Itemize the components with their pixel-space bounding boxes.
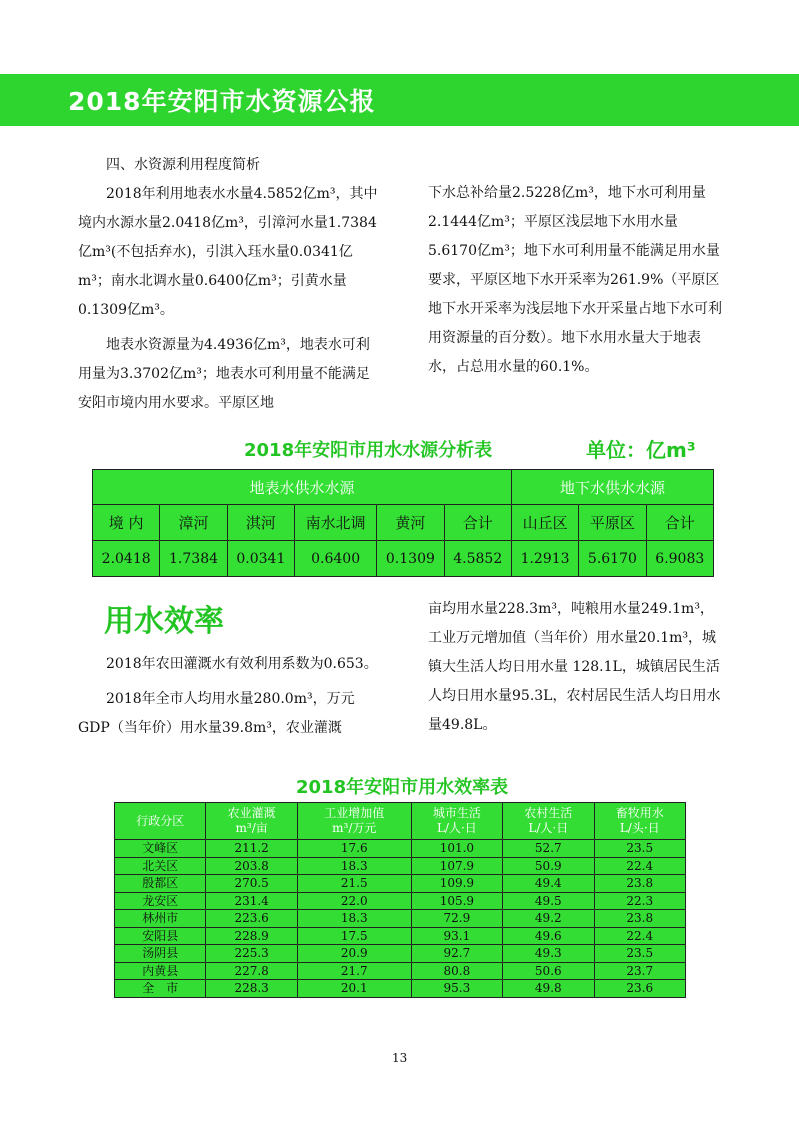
table-cell: 50.6 <box>503 962 594 980</box>
table-cell: 101.0 <box>411 840 502 858</box>
table-cell: 270.5 <box>206 875 297 893</box>
table-cell: 49.5 <box>503 892 594 910</box>
page-number: 13 <box>392 1051 408 1065</box>
table-cell: 21.7 <box>297 962 411 980</box>
table-cell: 72.9 <box>411 910 502 928</box>
efficiency-left-paragraph-2: 2018年全市人均用水量280.0m³，万元GDP（当年价）用水量39.8m³，农业灌溉 <box>78 691 355 736</box>
table-row <box>115 875 686 893</box>
table-cell: 18.3 <box>297 910 411 928</box>
left-column <box>78 151 378 418</box>
table-body <box>115 840 686 998</box>
table-cell: 109.9 <box>411 875 502 893</box>
group-header-surface: 地表水供水水源 <box>93 470 512 505</box>
header-band <box>0 74 799 126</box>
table-cell: 93.1 <box>411 927 502 945</box>
right-paragraph-1: 下水总补给量2.5228亿m³，地下水可利用量2.1444亿m³；平原区浅层地下水用水量5.6170亿m³；地下水可利用量不能满足用水量要求，平原区地下水开采率为261.9%（平原区地下水开采率为浅层地下水开采量占地下水可利用资源量的百分数）。地下水用水量大于地表水，占总用水量的60.1%。 <box>428 185 722 375</box>
table-cell: 17.6 <box>297 840 411 858</box>
table-row <box>115 840 686 858</box>
efficiency-right-paragraph-1: 亩均用水量228.3m³，吨粮用水量249.1m³，工业万元增加值（当年价）用水量20.1m³，城镇大生活人均日用水量 128.1L，城镇居民生活人均日用水量95.3L，农村居民生活人均日用水量49.8L。 <box>428 601 721 733</box>
efficiency-left-paragraph-1: 2018年农田灌溉水有效利用系数为0.653。 <box>106 656 378 672</box>
col-header: 城市生活 L/人·日 <box>411 803 502 840</box>
col-header: 山丘区 <box>511 505 578 541</box>
table-cell: 52.7 <box>503 840 594 858</box>
table-cell: 5.6170 <box>579 541 646 577</box>
row-label: 文峰区 <box>115 840 206 858</box>
table-cell: 17.5 <box>297 927 411 945</box>
table-cell: 23.5 <box>594 945 686 963</box>
table-cell: 18.3 <box>297 857 411 875</box>
table-cell: 227.8 <box>206 962 297 980</box>
table-cell: 211.2 <box>206 840 297 858</box>
col-header: 境 内 <box>93 505 160 541</box>
table1-caption: 2018年安阳市用水水源分析表 <box>244 440 493 461</box>
table-cell: 20.9 <box>297 945 411 963</box>
table-row <box>115 910 686 928</box>
efficiency-left-column <box>78 650 378 743</box>
row-label: 内黄县 <box>115 962 206 980</box>
table-cell: 4.5852 <box>444 541 511 577</box>
table-row <box>115 927 686 945</box>
table-cell: 225.3 <box>206 945 297 963</box>
table-cell: 49.6 <box>503 927 594 945</box>
table-cell: 6.9083 <box>646 541 713 577</box>
table-cell: 0.0341 <box>227 541 294 577</box>
row-label: 林州市 <box>115 910 206 928</box>
row-label: 龙安区 <box>115 892 206 910</box>
table-header-row <box>115 803 686 840</box>
table-row <box>115 980 686 998</box>
group-header-ground: 地下水供水水源 <box>511 470 713 505</box>
table-cell: 22.0 <box>297 892 411 910</box>
table-cell: 228.9 <box>206 927 297 945</box>
left-paragraph-2: 地表水资源量为4.4936亿m³，地表水可利用量为3.3702亿m³；地表水可利用量不能满足安阳市境内用水要求。平原区地 <box>78 337 370 411</box>
table-cell: 231.4 <box>206 892 297 910</box>
col-header: 畜牧用水 L/头·日 <box>594 803 686 840</box>
right-column <box>428 179 724 382</box>
table-row <box>115 892 686 910</box>
row-label: 殷都区 <box>115 875 206 893</box>
table-cell: 1.7384 <box>160 541 227 577</box>
col-header: 漳河 <box>160 505 227 541</box>
col-header: 农村生活 L/人·日 <box>503 803 594 840</box>
table-cell: 50.9 <box>503 857 594 875</box>
left-paragraph-1: 2018年利用地表水水量4.5852亿m³，其中境内水源水量2.0418亿m³，引漳河水量1.7384亿m³(不包括弃水)，引淇入珏水量0.0341亿m³；南水北调水量0.6400亿m³；引黄水量0.1309亿m³。 <box>78 186 378 318</box>
efficiency-table <box>114 802 686 998</box>
table-cell: 23.8 <box>594 910 686 928</box>
table-cell: 0.1309 <box>377 541 444 577</box>
efficiency-right-column <box>428 595 724 740</box>
col-header: 合计 <box>444 505 511 541</box>
table-cell: 223.6 <box>206 910 297 928</box>
table-cell: 23.8 <box>594 875 686 893</box>
col-header: 淇河 <box>227 505 294 541</box>
col-header: 平原区 <box>579 505 646 541</box>
table-cell: 22.3 <box>594 892 686 910</box>
water-source-table <box>92 469 714 577</box>
efficiency-heading: 用水效率 <box>104 604 224 639</box>
table-cell: 95.3 <box>411 980 502 998</box>
table1-unit: 单位：亿m³ <box>586 438 696 462</box>
row-label: 全 市 <box>115 980 206 998</box>
table-cell: 23.6 <box>594 980 686 998</box>
table-row <box>115 945 686 963</box>
table-cell: 0.6400 <box>295 541 377 577</box>
row-label: 北关区 <box>115 857 206 875</box>
table-cell: 92.7 <box>411 945 502 963</box>
row-label: 安阳县 <box>115 927 206 945</box>
table-cell: 107.9 <box>411 857 502 875</box>
row-label: 汤阴县 <box>115 945 206 963</box>
col-header: 行政分区 <box>115 803 206 840</box>
table-cell: 49.3 <box>503 945 594 963</box>
table-cell: 21.5 <box>297 875 411 893</box>
table-cell: 1.2913 <box>511 541 578 577</box>
table-row <box>115 962 686 980</box>
table-row <box>115 857 686 875</box>
table-cell: 80.8 <box>411 962 502 980</box>
col-header: 黄河 <box>377 505 444 541</box>
col-header: 农业灌溉 m³/亩 <box>206 803 297 840</box>
table-cell: 105.9 <box>411 892 502 910</box>
table2-caption: 2018年安阳市用水效率表 <box>296 777 509 798</box>
table-cell: 22.4 <box>594 857 686 875</box>
table-cell: 228.3 <box>206 980 297 998</box>
table-cell: 49.2 <box>503 910 594 928</box>
page-title: 2018年安阳市水资源公报 <box>68 87 376 116</box>
table-cell: 22.4 <box>594 927 686 945</box>
table-cell: 49.4 <box>503 875 594 893</box>
table-cell: 49.8 <box>503 980 594 998</box>
table-cell: 23.5 <box>594 840 686 858</box>
table-cell: 23.7 <box>594 962 686 980</box>
section-heading: 四、水资源利用程度简析 <box>106 157 260 173</box>
table-cell: 20.1 <box>297 980 411 998</box>
col-header: 工业增加值 m³/万元 <box>297 803 411 840</box>
col-header: 合计 <box>646 505 713 541</box>
col-header: 南水北调 <box>295 505 377 541</box>
table-cell: 2.0418 <box>93 541 160 577</box>
table-cell: 203.8 <box>206 857 297 875</box>
